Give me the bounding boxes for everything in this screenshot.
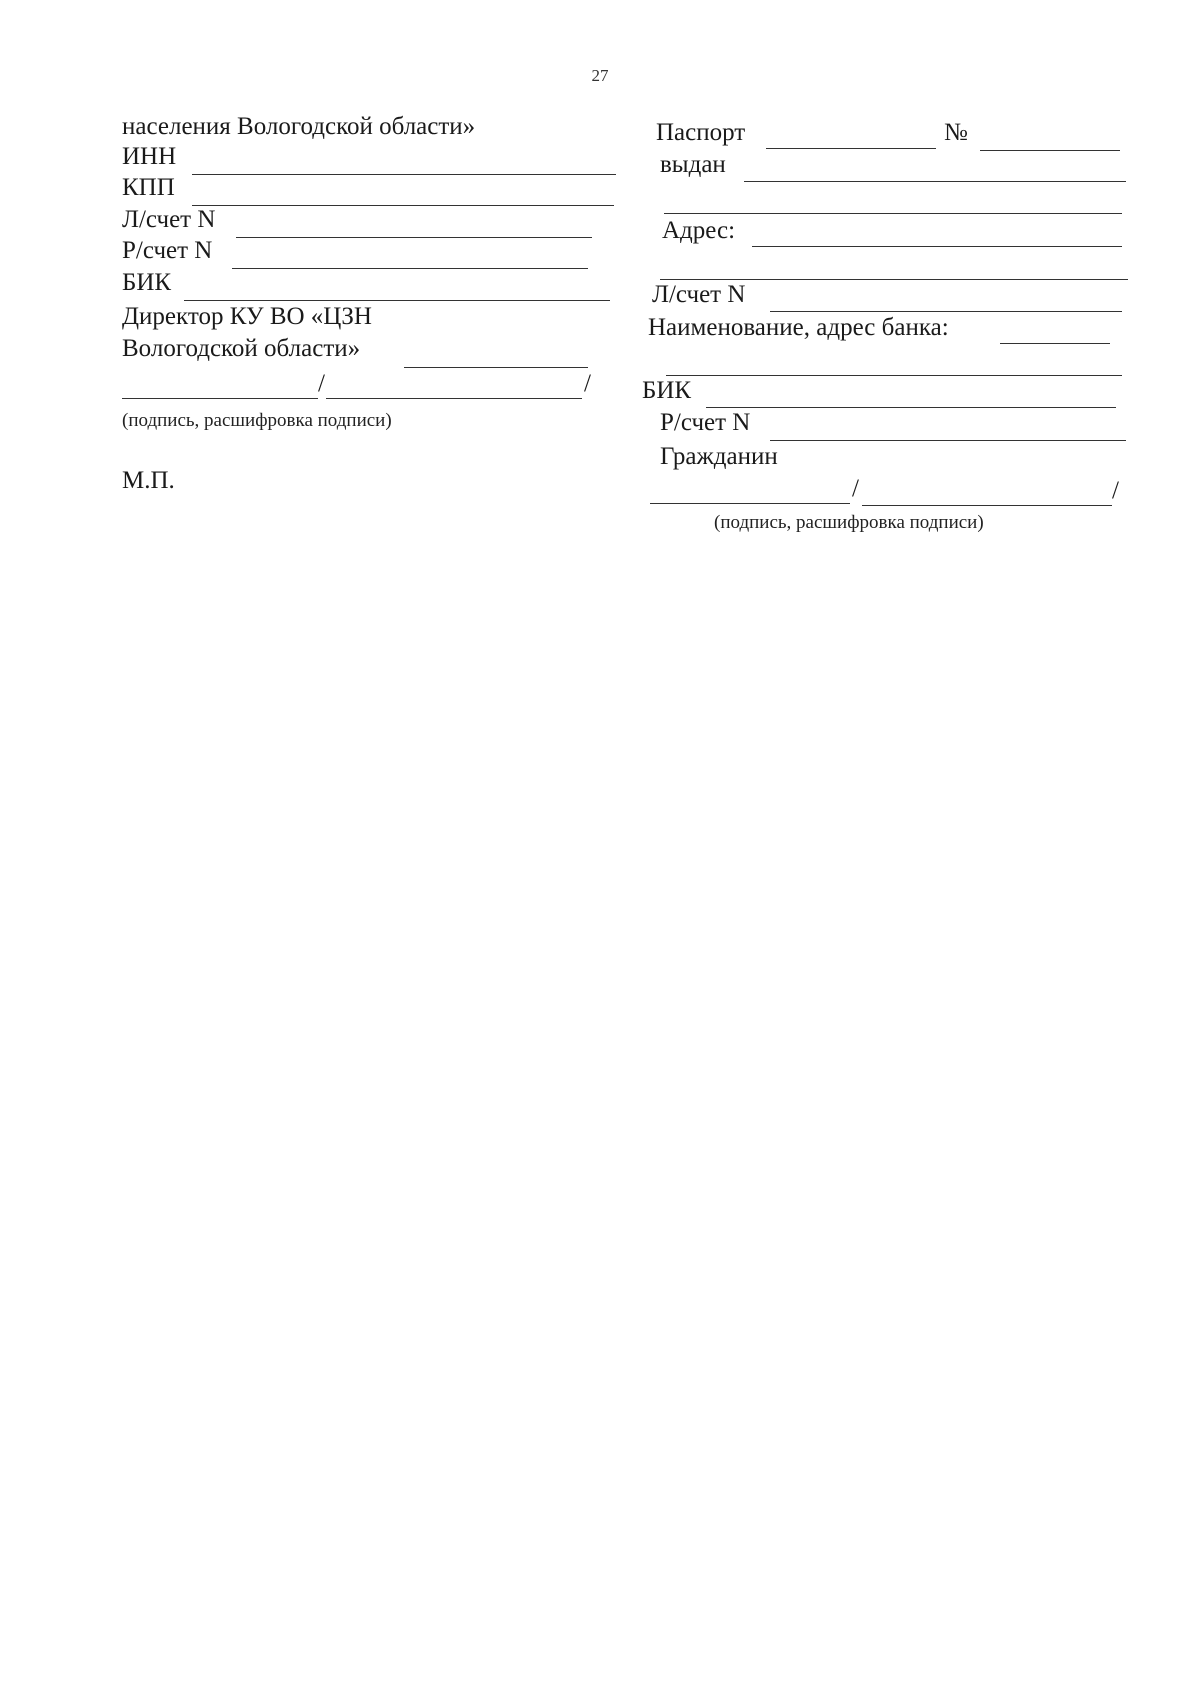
address-label: Адрес:	[662, 217, 736, 244]
settlement-account-field-line	[232, 268, 588, 269]
bik-field-line-right	[706, 407, 1116, 408]
personal-account-field-line	[236, 237, 592, 238]
bank-label: Наименование, адрес банка:	[648, 314, 949, 341]
bik-label: БИК	[122, 269, 172, 296]
kpp-label: КПП	[122, 174, 175, 201]
director-signature-line	[404, 367, 588, 368]
page-number: 27	[591, 66, 609, 85]
right-name-line	[862, 505, 1112, 506]
passport-series-line	[766, 148, 936, 149]
passport-label: Паспорт	[656, 119, 746, 146]
right-signature-slash-1: /	[852, 475, 859, 502]
bank-field-line	[1000, 343, 1110, 344]
personal-account-field-line-right	[770, 311, 1122, 312]
kpp-field-line	[192, 205, 614, 206]
left-name-line	[326, 398, 582, 399]
personal-account-label: Л/счет N	[122, 206, 216, 233]
number-sign: №	[944, 119, 968, 146]
left-signature-caption: (подпись, расшифровка подписи)	[122, 410, 392, 431]
inn-label: ИНН	[122, 143, 177, 170]
left-signature-slash-1: /	[318, 370, 325, 397]
bank-field-line-2	[666, 375, 1122, 376]
issued-field-line	[744, 181, 1126, 182]
address-field-line	[752, 246, 1122, 247]
bik-field-line	[184, 300, 610, 301]
citizen-label: Гражданин	[660, 443, 778, 470]
settlement-account-label-right: Р/счет N	[660, 409, 751, 436]
bik-label-right: БИК	[642, 377, 692, 404]
settlement-account-label: Р/счет N	[122, 237, 213, 264]
stamp-label: М.П.	[122, 467, 175, 494]
org-name-tail: населения Вологодской области»	[122, 113, 476, 140]
passport-number-line	[980, 150, 1120, 151]
right-signature-caption: (подпись, расшифровка подписи)	[714, 512, 984, 533]
settlement-account-field-line-right	[770, 440, 1126, 441]
left-signature-line	[122, 398, 318, 399]
left-signature-slash-2: /	[584, 370, 591, 397]
issued-field-line-2	[664, 213, 1122, 214]
inn-field-line	[192, 174, 616, 175]
right-signature-line	[650, 503, 850, 504]
director-line-2: Вологодской области»	[122, 335, 361, 362]
issued-label: выдан	[660, 151, 726, 178]
right-signature-slash-2: /	[1112, 477, 1119, 504]
personal-account-label-right: Л/счет N	[652, 281, 746, 308]
director-line-1: Директор КУ ВО «ЦЗН	[122, 303, 372, 330]
